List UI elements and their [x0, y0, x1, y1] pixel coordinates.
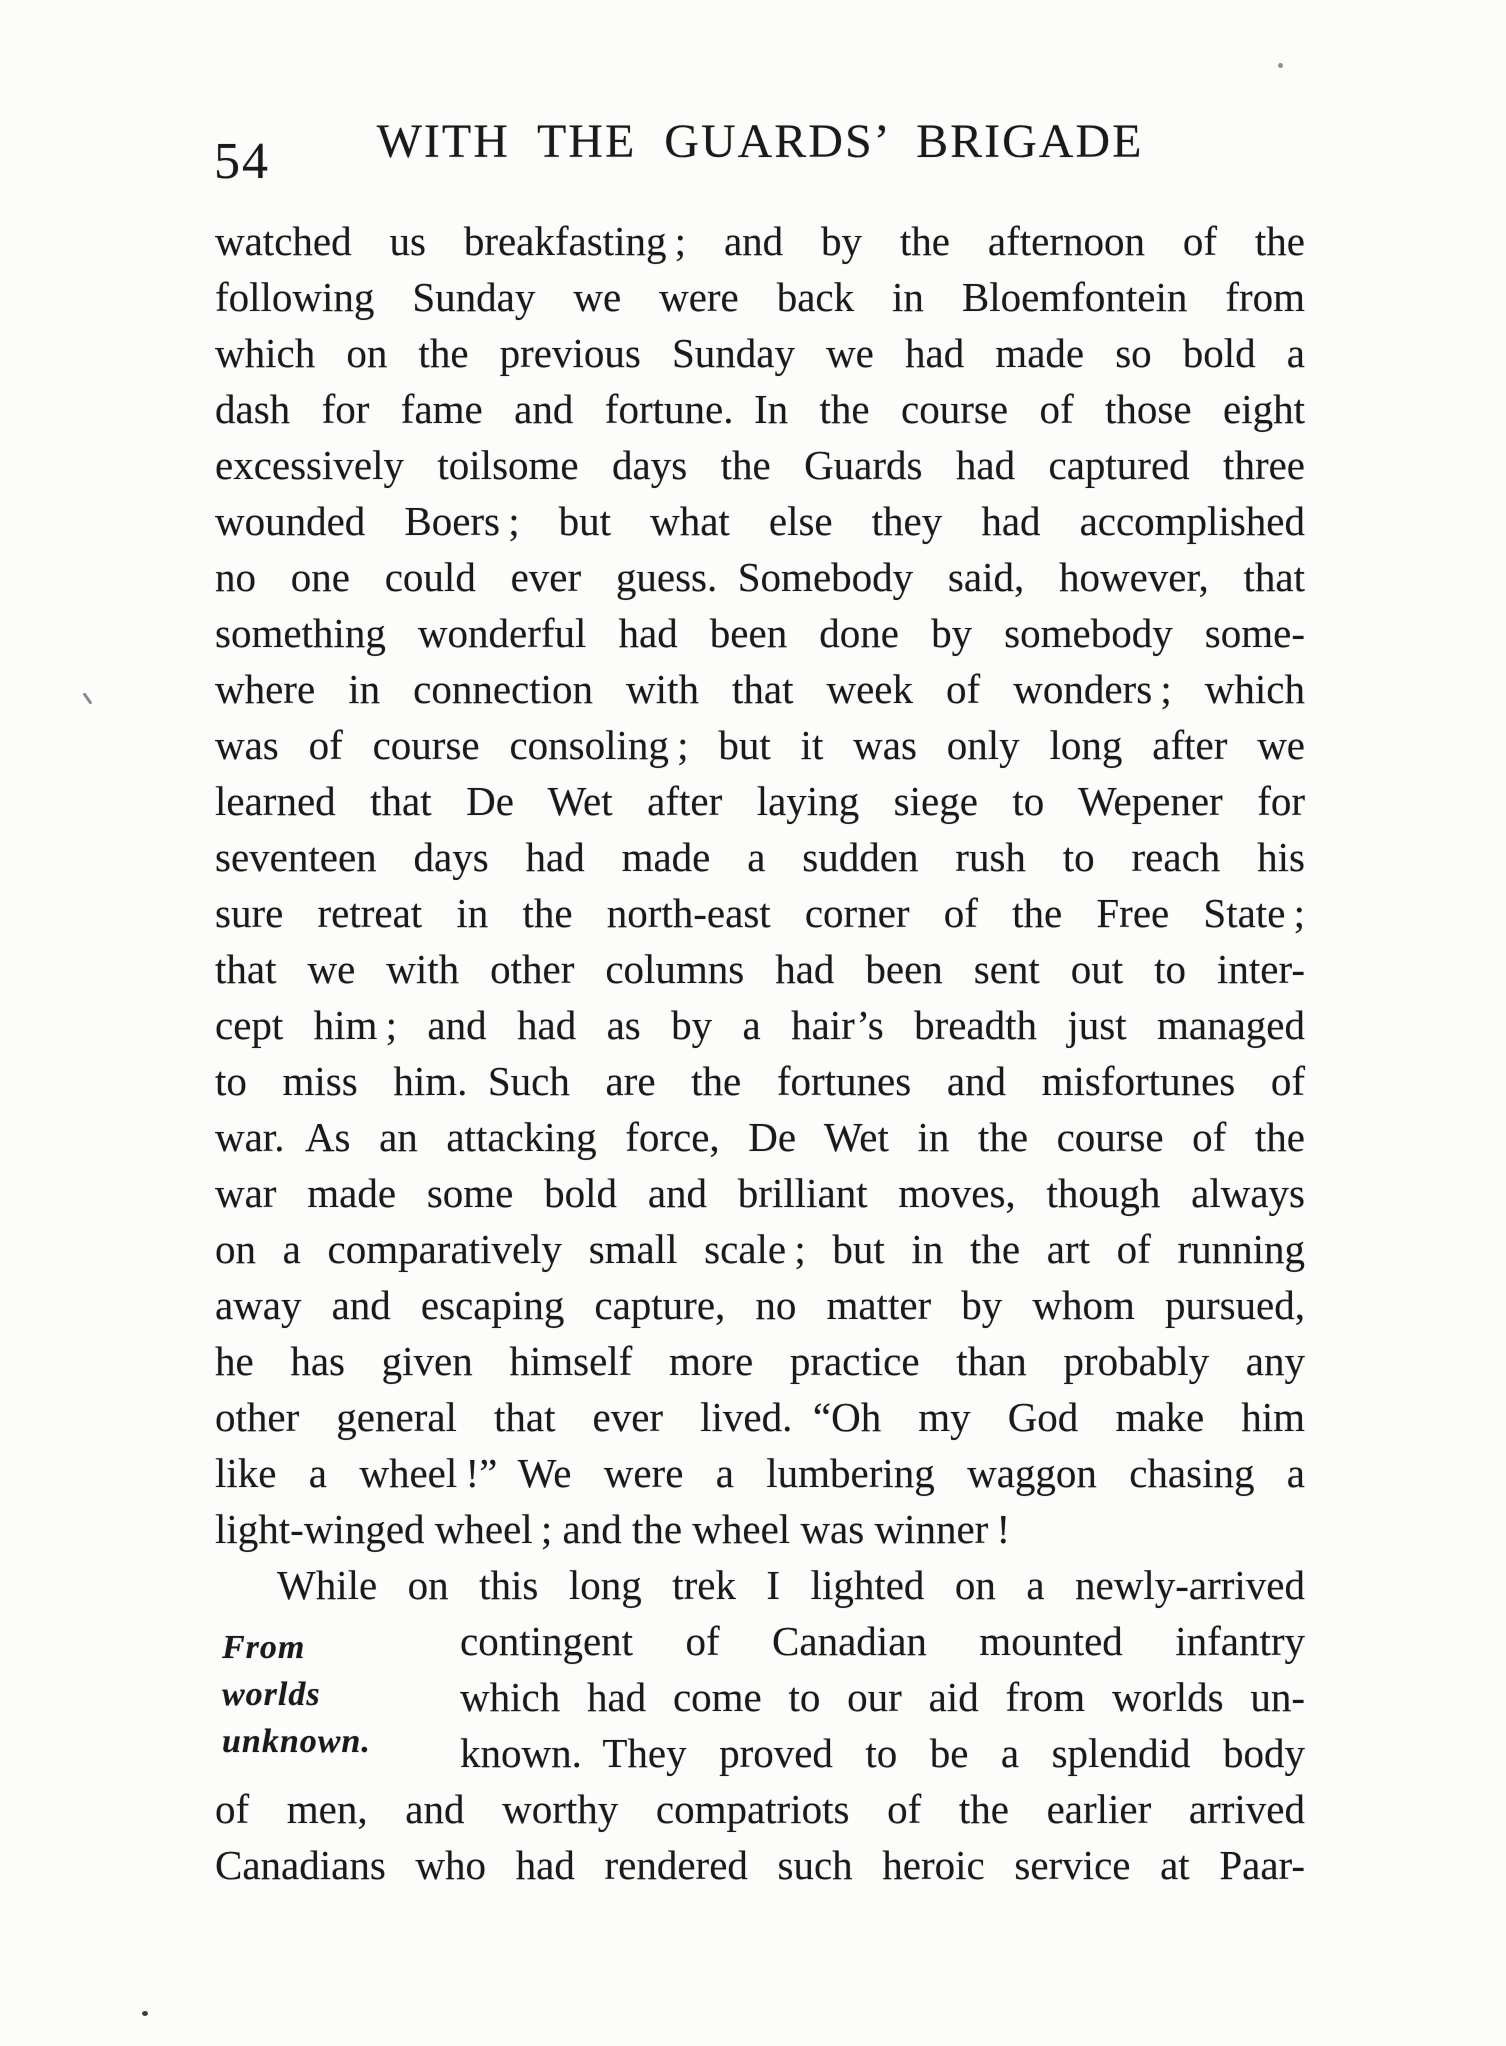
- text-line: cept him ; and had as by a hair’s breadth just managed: [215, 1002, 1305, 1048]
- text-line: war. As an attacking force, De Wet in the course of the: [215, 1114, 1305, 1160]
- text-line: on a comparatively small scale ; but in the art of running: [215, 1226, 1305, 1272]
- text-line: like a wheel !” We were a lumbering waggon chasing a: [215, 1450, 1305, 1496]
- text-line: While on this long trek I lighted on a newly-arrived: [277, 1562, 1305, 1608]
- text-line: of men, and worthy compatriots of the earlier arrived: [215, 1786, 1305, 1832]
- ink-speck: [142, 2011, 148, 2016]
- text-line: sure retreat in the north-east corner of the Free State ;: [215, 890, 1305, 936]
- text-line: to miss him. Such are the fortunes and misfortunes of: [215, 1058, 1305, 1104]
- running-head: WITH THE GUARDS’ BRIGADE: [376, 115, 1144, 168]
- text-line: known. They proved to be a splendid body: [460, 1730, 1305, 1776]
- text-line: dash for fame and fortune. In the course of those eight: [215, 386, 1305, 432]
- text-line: wounded Boers ; but what else they had accomplished: [215, 498, 1305, 544]
- ink-speck: [1278, 63, 1283, 68]
- text-line: which on the previous Sunday we had made so bold a: [215, 330, 1305, 376]
- text-line: where in connection with that week of wonders ; which: [215, 666, 1305, 712]
- text-line: contingent of Canadian mounted infantry: [460, 1618, 1305, 1664]
- text-line: learned that De Wet after laying siege to Wepener for: [215, 778, 1305, 824]
- text-line: excessively toilsome days the Guards had captured three: [215, 442, 1305, 488]
- text-line: something wonderful had been done by somebody some-: [215, 610, 1305, 656]
- text-line: he has given himself more practice than probably any: [215, 1338, 1305, 1384]
- text-line: was of course consoling ; but it was only long after we: [215, 722, 1305, 768]
- stray-mark: [83, 692, 93, 704]
- text-line: no one could ever guess. Somebody said, however, that: [215, 554, 1305, 600]
- text-line: light-winged wheel ; and the wheel was winner !: [215, 1506, 1011, 1552]
- margin-note-line: unknown.: [222, 1723, 371, 1760]
- text-line: other general that ever lived. “Oh my God make him: [215, 1394, 1305, 1440]
- text-line: that we with other columns had been sent out to inter-: [215, 946, 1305, 992]
- page-number: 54: [214, 133, 270, 190]
- margin-note-line: From: [222, 1629, 306, 1666]
- text-line: away and escaping capture, no matter by whom pursued,: [215, 1282, 1305, 1328]
- text-line: watched us breakfasting ; and by the afternoon of the: [215, 218, 1305, 264]
- margin-note: [222, 1624, 452, 1765]
- text-line: which had come to our aid from worlds un-: [460, 1674, 1305, 1720]
- text-line: Canadians who had rendered such heroic service at Paar-: [215, 1842, 1305, 1888]
- text-line: following Sunday we were back in Bloemfontein from: [215, 274, 1305, 320]
- text-line: seventeen days had made a sudden rush to reach his: [215, 834, 1305, 880]
- margin-note-line: worlds: [222, 1676, 321, 1713]
- text-line: war made some bold and brilliant moves, though always: [215, 1170, 1305, 1216]
